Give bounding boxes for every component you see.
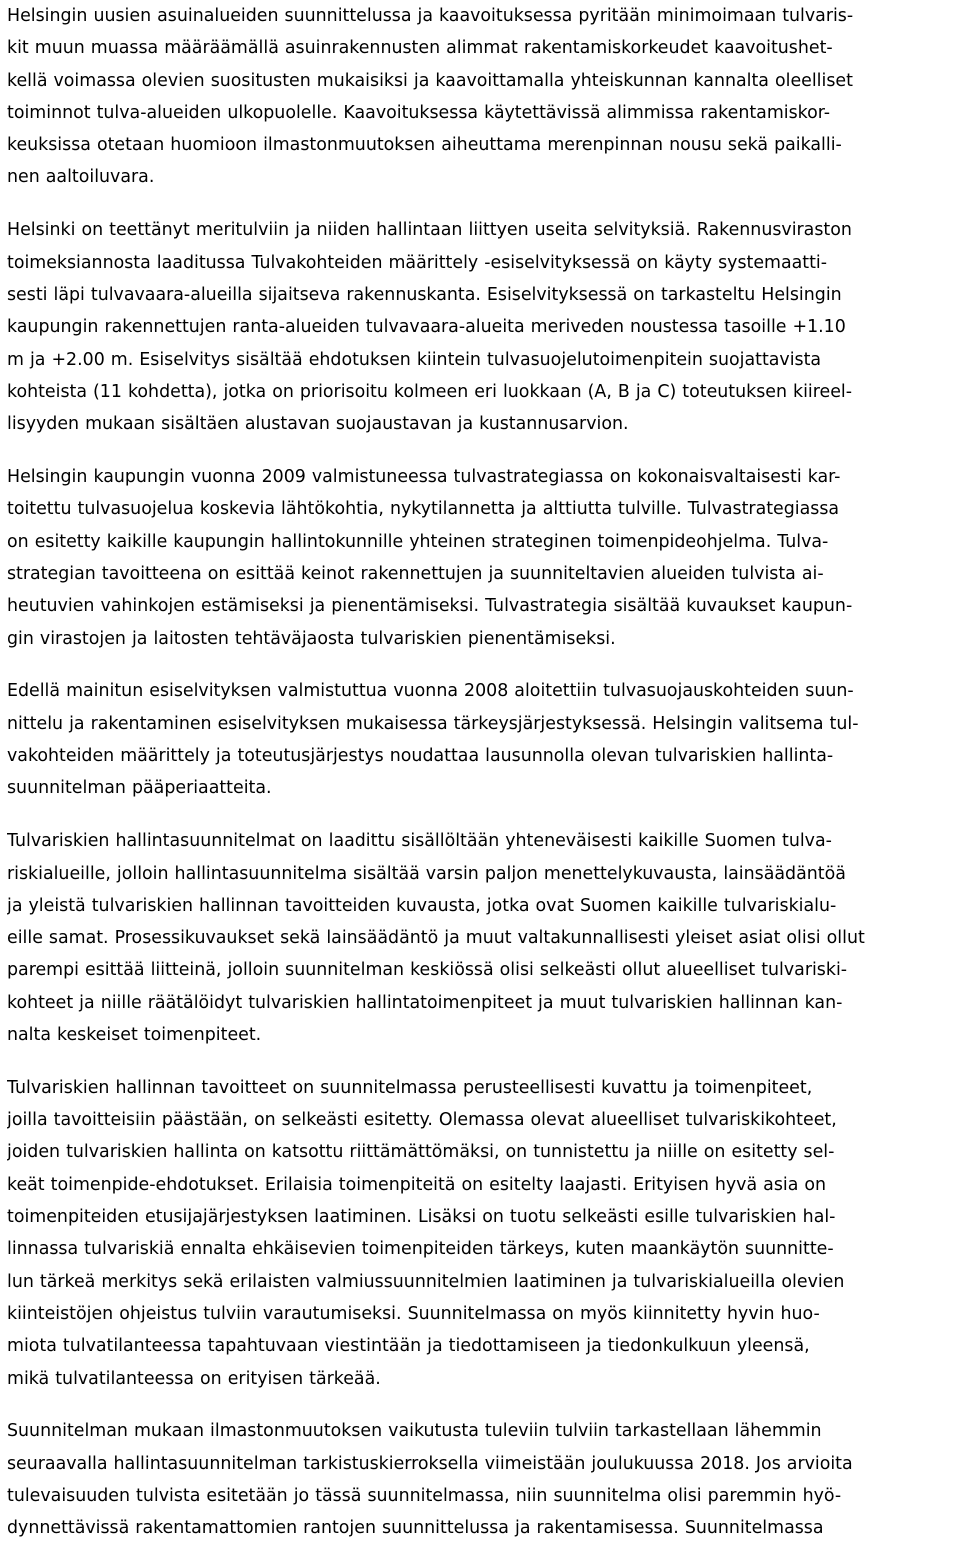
- text-line: toitettu tulvasuojelua koskevia lähtökohtia, nykytilannetta ja alttiutta tulville. Tulvastrategiassa: [7, 499, 840, 520]
- text-line: kohteet ja niille räätälöidyt tulvariskien hallintatoimenpiteet ja muut tulvariskien hallinnan kan-: [7, 992, 843, 1013]
- text-line: Tulvariskien hallintasuunnitelmat on laadittu sisällöltään yhteneväisesti kaikille Suomen tulva-: [7, 831, 832, 852]
- text-line: lisyyden mukaan sisältäen alustavan suojaustavan ja kustannusarvion.: [7, 414, 629, 435]
- text-line: parempi esittää liitteinä, jolloin suunnitelman keskiössä olisi selkeästi ollut alueelliset tulvariski-: [7, 960, 848, 981]
- text-line: dynnettävissä rakentamattomien rantojen suunnittelussa ja rakentamisessa. Suunnitelmassa: [7, 1518, 824, 1539]
- text-line: tulevaisuuden tulvista esitetään jo tässä suunnitelmassa, niin suunnitelma olisi paremmin hyö-: [7, 1486, 842, 1507]
- text-line: lun tärkeä merkitys sekä erilaisten valmiussuunnitelmien laatiminen ja tulvariskialueilla olevien: [7, 1271, 845, 1292]
- text-line: suunnitelman pääperiaatteita.: [7, 778, 272, 799]
- text-line: nittelu ja rakentaminen esiselvityksen mukaisessa tärkeysjärjestyksessä. Helsingin valitsema tul-: [7, 713, 859, 734]
- text-line: kit muun muassa määräämällä asuinrakennusten alimmat rakentamiskorkeudet kaavoitushet-: [7, 38, 833, 59]
- paragraph-protection-sites: [7, 675, 957, 804]
- text-line: toimenpiteiden etusijajärjestyksen laatiminen. Lisäksi on tuotu selkeästi esille tulvariskien hal-: [7, 1207, 836, 1228]
- text-line: Helsingin uusien asuinalueiden suunnittelussa ja kaavoituksessa pyritään minimoimaan tulvaris-: [7, 6, 854, 26]
- text-line: m ja +2.00 m. Esiselvitys sisältää ehdotuksen kiintein tulvasuojelutoimenpitein suojattavista: [7, 349, 822, 370]
- text-line: Helsingin kaupungin vuonna 2009 valmistuneessa tulvastrategiassa on kokonaisvaltaisesti kar-: [7, 467, 841, 488]
- text-line: toimeksiannosta laaditussa Tulvakohteiden määrittely -esiselvityksessä on käyty systemaatti-: [7, 252, 828, 273]
- text-line: miota tulvatilanteessa tapahtuvaan viestintään ja tiedottamiseen ja tiedonkulkuun yleensä,: [7, 1336, 810, 1357]
- paragraph-planning: [7, 0, 957, 194]
- text-line: nalta keskeiset toimenpiteet.: [7, 1024, 262, 1045]
- text-line: heutuvien vahinkojen estämiseksi ja pienentämiseksi. Tulvastrategia sisältää kuvaukset kaupun-: [7, 596, 853, 617]
- paragraph-flood-strategy: [7, 461, 957, 655]
- text-line: kellä voimassa olevien suositusten mukaisiksi ja kaavoittamalla yhteiskunnan kannalta oleelliset: [7, 70, 853, 91]
- text-line: gin virastojen ja laitosten tehtäväjaosta tulvariskien pienentämiseksi.: [7, 628, 616, 649]
- paragraph-studies: [7, 214, 957, 440]
- text-line: kaupungin rakennettujen ranta-alueiden tulvavaara-alueita meriveden noustessa tasoille +1.10: [7, 317, 846, 338]
- text-line: sesti läpi tulvavaara-alueilla sijaitseva rakennuskanta. Esiselvityksessä on tarkasteltu Helsingin: [7, 284, 842, 305]
- paragraph-management-plans: [7, 825, 957, 1051]
- document-body: [7, 0, 957, 1545]
- text-line: on esitetty kaikille kaupungin hallintokunnille yhteinen strateginen toimenpideohjelma. Tulva-: [7, 531, 829, 552]
- text-line: keät toimenpide-ehdotukset. Erilaisia toimenpiteitä on esitelty laajasti. Erityisen hyvä asia on: [7, 1174, 827, 1195]
- paragraph-objectives: [7, 1072, 957, 1395]
- text-line: joiden tulvariskien hallinta on katsottu riittämättömäksi, on tunnistettu ja niille on esitetty sel-: [7, 1142, 835, 1163]
- text-line: Tulvariskien hallinnan tavoitteet on suunnitelmassa perusteellisesti kuvattu ja toimenpiteet,: [7, 1077, 813, 1098]
- text-line: vakohteiden määrittely ja toteutusjärjestys noudattaa lausunnolla olevan tulvariskien hallinta-: [7, 746, 834, 767]
- text-line: kohteista (11 kohdetta), jotka on priorisoitu kolmeen eri luokkaan (A, B ja C) toteutuksen kiireel-: [7, 381, 853, 402]
- text-line: eille samat. Prosessikuvaukset sekä lainsäädäntö ja muut valtakunnallisesti yleiset asiat olisi ollut: [7, 928, 865, 949]
- text-line: mikä tulvatilanteessa on erityisen tärkeää.: [7, 1368, 381, 1389]
- text-line: seuraavalla hallintasuunnitelman tarkistuskierroksella viimeistään joulukuussa 2018. Jos arvioita: [7, 1453, 853, 1474]
- text-line: keuksissa otetaan huomioon ilmastonmuutoksen aiheuttama merenpinnan nousu sekä paikalli-: [7, 135, 842, 156]
- text-line: strategian tavoitteena on esittää keinot rakennettujen ja suunniteltavien alueiden tulvista ai-: [7, 563, 824, 584]
- text-line: toiminnot tulva-alueiden ulkopuolelle. Kaavoituksessa käytettävissä alimmissa rakentamiskor-: [7, 102, 831, 123]
- text-line: ja yleistä tulvariskien hallinnan tavoitteiden kuvausta, jotka ovat Suomen kaikille tulvariskialu-: [7, 895, 837, 916]
- text-line: kiinteistöjen ohjeistus tulviin varautumiseksi. Suunnitelmassa on myös kiinnitetty hyvin huo-: [7, 1303, 820, 1324]
- text-line: Helsinki on teettänyt meritulviin ja niiden hallintaan liittyen useita selvityksiä. Rakennusviraston: [7, 220, 852, 241]
- text-line: nen aaltoiluvara.: [7, 167, 155, 188]
- paragraph-climate-change: [7, 1415, 957, 1544]
- text-line: riskialueille, jolloin hallintasuunnitelma sisältää varsin paljon menettelykuvausta, lainsäädäntöä: [7, 863, 846, 884]
- text-line: joilla tavoitteisiin päästään, on selkeästi esitetty. Olemassa olevat alueelliset tulvariskikohteet,: [7, 1110, 837, 1131]
- text-line: Suunnitelman mukaan ilmastonmuutoksen vaikutusta tuleviin tulviin tarkastellaan lähemmin: [7, 1421, 822, 1442]
- text-line: Edellä mainitun esiselvityksen valmistuttua vuonna 2008 aloitettiin tulvasuojauskohteiden suun-: [7, 681, 854, 702]
- text-line: linnassa tulvariskiä ennalta ehkäisevien toimenpiteiden tärkeys, kuten maankäytön suunnitte-: [7, 1239, 834, 1260]
